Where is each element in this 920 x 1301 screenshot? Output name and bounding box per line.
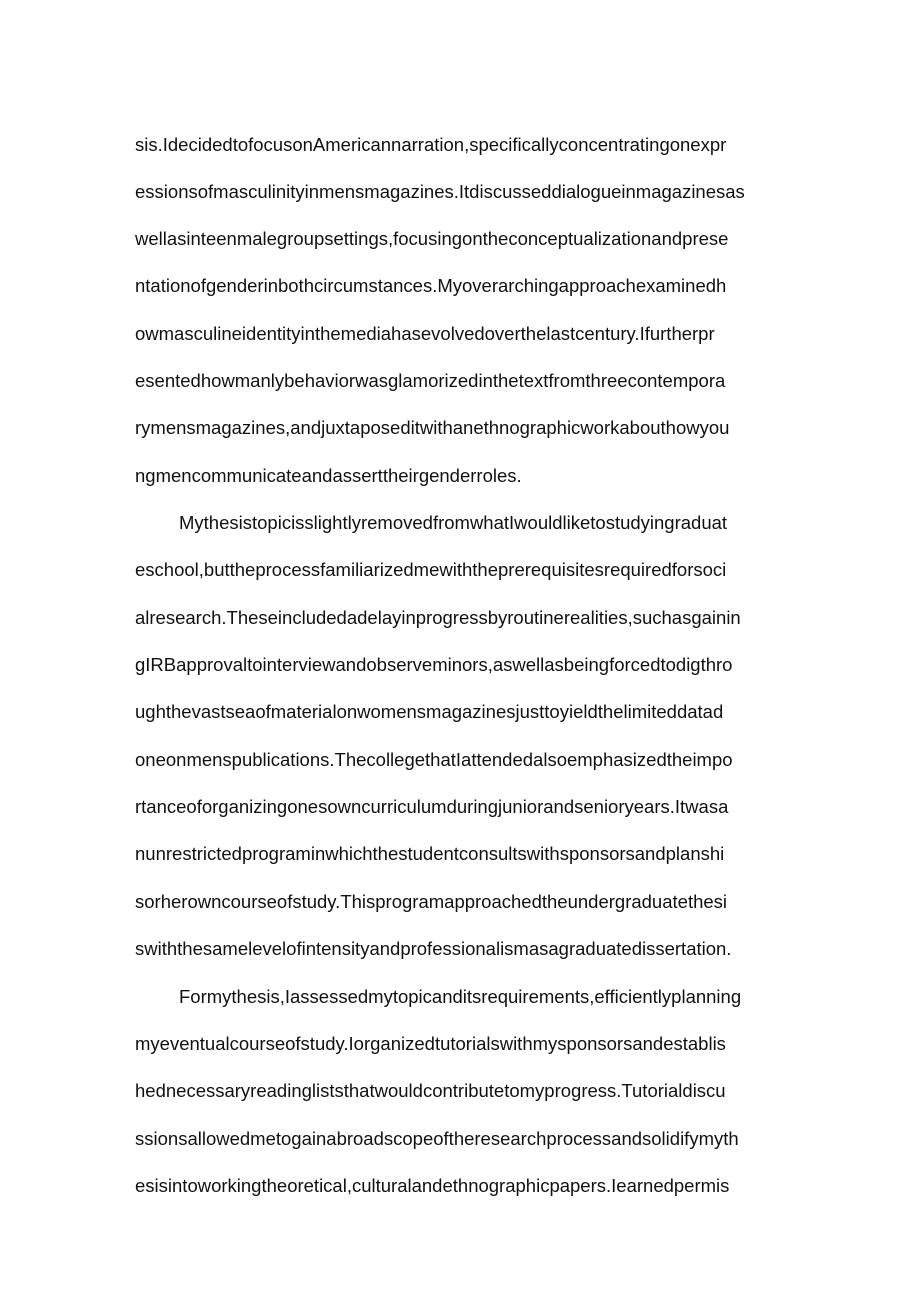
text-line: wellasinteenmalegroupsettings,focusingontheconceptualizationandprese [135, 228, 729, 249]
text-line: ssionsallowedmetogainabroadscopeoftheresearchprocessandsolidifymyth [135, 1128, 739, 1149]
text-line: eschool,buttheprocessfamiliarizedmewiththeprerequisitesrequiredforsoci [135, 559, 727, 580]
text-line: rymensmagazines,andjuxtaposeditwithanethnographicworkabouthowyou [135, 417, 730, 438]
text-line: nunrestrictedprograminwhichthestudentconsultswithsponsorsandplanshi [135, 843, 725, 864]
text-line: owmasculineidentityinthemediahasevolvedoverthelastcentury.Ifurtherpr [135, 323, 715, 344]
text-line: ntationofgenderinbothcircumstances.Myoverarchingapproachexaminedh [135, 275, 727, 296]
text-line: esentedhowmanlybehaviorwasglamorizedinthetextfromthreecontempora [135, 370, 726, 391]
text-line: sorherowncourseofstudy.Thisprogramapproachedtheundergraduatethesi [135, 891, 728, 912]
text-line: ughthevastseaofmaterialonwomensmagazinesjusttoyieldthelimiteddatad [135, 701, 724, 722]
text-line: Formythesis,Iassessedmytopicanditsrequirements,efficientlyplanning [179, 986, 742, 1007]
text-line: swiththesamelevelofintensityandprofessionalismasagraduatedissertation. [135, 938, 732, 959]
text-line: rtanceoforganizingonesowncurriculumduringjuniorandsenioryears.Itwasa [135, 796, 729, 817]
text-line: sis.IdecidedtofocusonAmericannarration,specificallyconcentratingonexpr [135, 134, 727, 155]
text-line: esisintoworkingtheoretical,culturalandethnographicpapers.Iearnedpermis [135, 1175, 730, 1196]
text-line: gIRBapprovaltointerviewandobserveminors,aswellasbeingforcedtodigthro [135, 654, 733, 675]
text-line: MythesistopicisslightlyremovedfromwhatIwouldliketostudyingraduat [179, 512, 728, 533]
text-line: hednecessaryreadingliststhatwouldcontributetomyprogress.Tutorialdiscu [135, 1080, 726, 1101]
text-line: myeventualcourseofstudy.Iorganizedtutorialswithmysponsorsandestablis [135, 1033, 726, 1054]
text-line: oneonmenspublications.ThecollegethatIattendedalsoemphasizedtheimpo [135, 749, 733, 770]
text-line: ngmencommunicateandasserttheirgenderroles. [135, 465, 522, 486]
text-line: essionsofmasculinityinmensmagazines.Itdiscusseddialogueinmagazinesas [135, 181, 745, 202]
text-line: alresearch.Theseincludedadelayinprogressbyroutinerealities,suchasgainin [135, 607, 741, 628]
